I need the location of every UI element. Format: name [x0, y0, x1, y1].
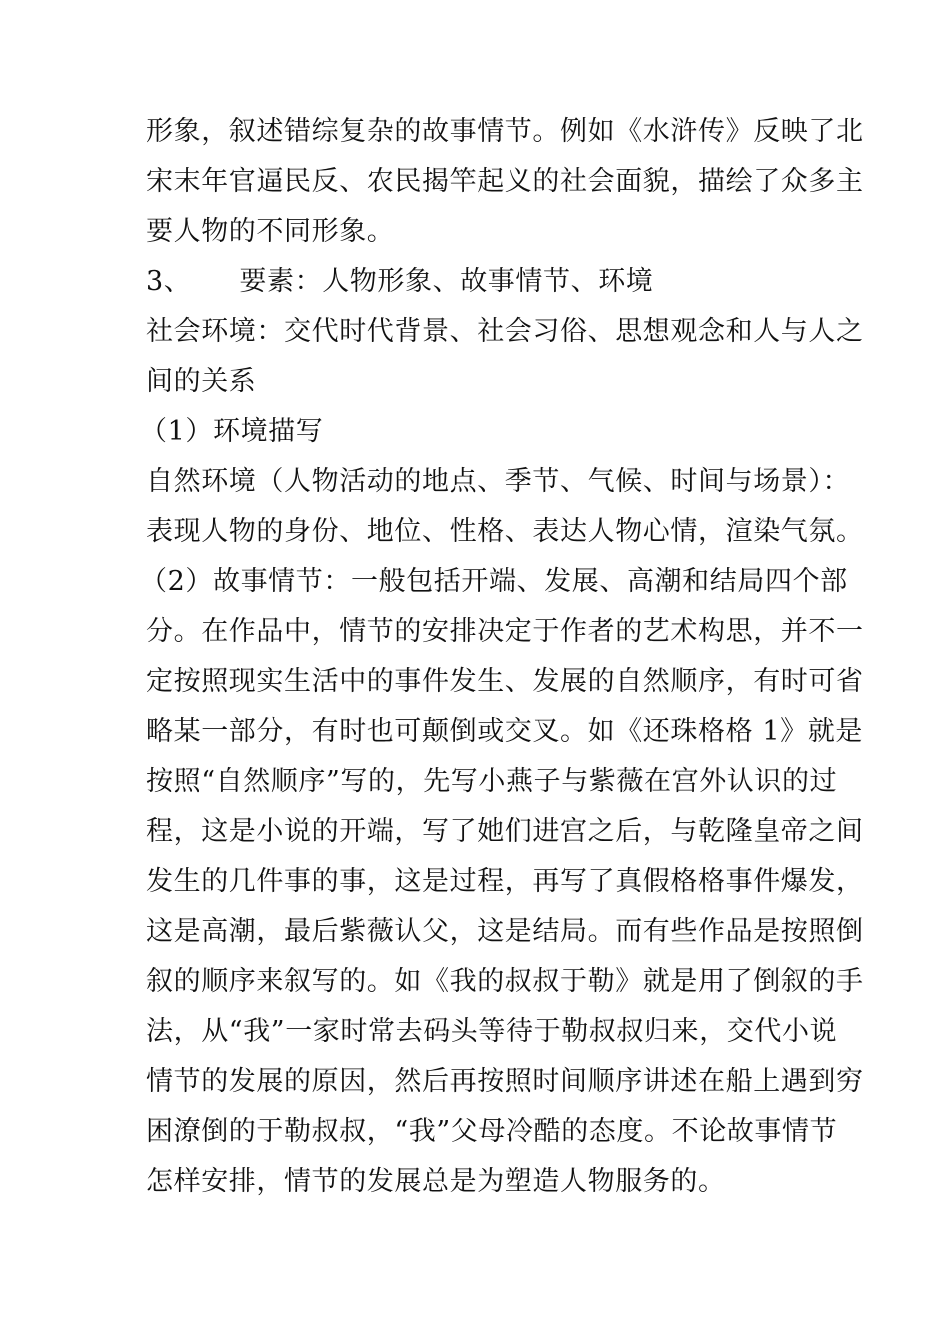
text-line: 分。在作品中，情节的安排决定于作者的艺术构思，并不一	[146, 616, 864, 647]
text-line: 叙的顺序来叙写的。如《我的叔叔于勒》就是用了倒叙的手	[146, 966, 864, 997]
text-line: 间的关系	[146, 366, 257, 397]
numbered-heading	[146, 264, 816, 300]
text-line: 形象，叙述错综复杂的故事情节。例如《水浒传》反映了北	[146, 116, 864, 147]
text-line: 困潦倒的于勒叔叔，“我”父母冷酷的态度。不论故事情节	[146, 1116, 838, 1147]
text-line: 宋末年官逼民反、农民揭竿起义的社会面貌，描绘了众多主	[146, 166, 864, 197]
text-line: 略某一部分，有时也可颠倒或交叉。如《还珠格格 1》就是	[146, 716, 863, 747]
text-line: 法，从“我”一家时常去码头等待于勒叔叔归来，交代小说	[146, 1016, 838, 1047]
text-line: 这是高潮，最后紫薇认父，这是结局。而有些作品是按照倒	[146, 916, 864, 947]
text-line: 自然环境（人物活动的地点、季节、气候、时间与场景）：	[146, 466, 851, 497]
text-line: 情节的发展的原因，然后再按照时间顺序讲述在船上遇到穷	[146, 1066, 864, 1097]
text-line: 社会环境：交代时代背景、社会习俗、思想观念和人与人之	[146, 316, 864, 347]
text-line: 程，这是小说的开端，写了她们进宫之后，与乾隆皇帝之间	[146, 816, 864, 847]
text-line: （2）故事情节：一般包括开端、发展、高潮和结局四个部	[140, 566, 848, 597]
text-line: 怎样安排，情节的发展总是为塑造人物服务的。	[146, 1166, 726, 1197]
text-line: 定按照现实生活中的事件发生、发展的自然顺序，有时可省	[146, 666, 864, 697]
heading-text: 要素：人物形象、故事情节、环境	[239, 266, 654, 297]
text-line: 表现人物的身份、地位、性格、表达人物心情，渲染气氛。	[146, 516, 864, 547]
text-line: 要人物的不同形象。	[146, 216, 395, 247]
text-line: 发生的几件事的事，这是过程，再写了真假格格事件爆发，	[146, 866, 864, 897]
subheading: （1）环境描写	[140, 416, 324, 447]
text-line: 按照“自然顺序”写的，先写小燕子与紫薇在宫外认识的过	[146, 766, 838, 797]
heading-number: 3、	[146, 266, 192, 297]
